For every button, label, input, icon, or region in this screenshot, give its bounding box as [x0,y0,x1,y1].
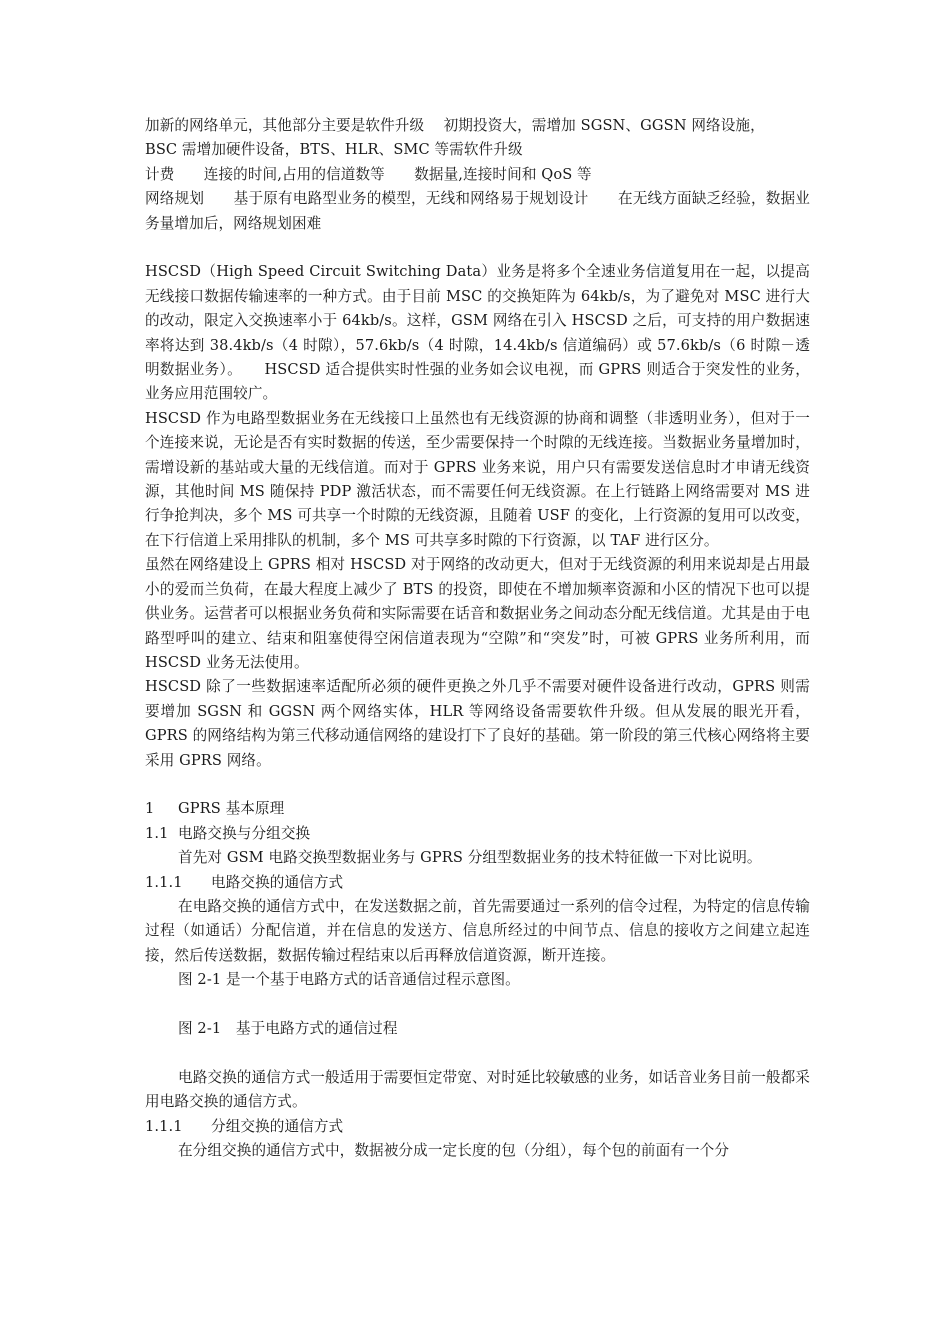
paragraph-hscsd-intro: HSCSD（High Speed Circuit Switching Data）业务是将多个全速业务信道复用在一起，以提高无线接口数据传输速率的一种方式。由于目前 MSC 的交换矩阵为 64kb/s，为了避免对 MSC 进行大的改动，限定入交换速率小于 64kb/s。这样，GSM 网络在引入 HSCSD 之后，可支持的用户数据速率将达到 38.4kb/s（4 时隙），57.6kb/s（4 时隙，14.4kb/s 信道编码）或 57.6kb/s（6 时隙－透明数据业务）。 HSCSD 适合提供实时性强的业务如会议电视，而 GPRS 则适合于突发性的业务，业务应用范围较广。 [145,263,810,403]
comparison-line-2: BSC 需增加硬件设备，BTS、HLR、SMC 等需软件升级 [145,141,523,159]
comparison-planning: 网络规划 基于原有电路型业务的模型，无线和网络易于规划设计 在无线方面缺乏经验，数据业务量增加后，网络规划困难 [145,190,810,232]
paragraph-comparison-intro: 首先对 GSM 电路交换型数据业务与 GPRS 分组型数据业务的技术特征做一下对比说明。 [178,849,762,867]
paragraph-hardware: HSCSD 除了一些数据速率适配所必须的硬件更换之外几乎不需要对硬件设备进行改动，GPRS 则需要增加 SGSN 和 GGSN 两个网络实体，HLR 等网络设备需要软件升级。但从发展的眼光开看，GPRS 的网络结构为第三代移动通信网络的建设打下了良好的基础。第一阶段的第三代核心网络将主要采用 GPRS 网络。 [145,678,810,769]
heading-section-1-1-1 [145,871,810,895]
paragraph-hscsd-vs-gprs: HSCSD 作为电路型数据业务在无线接口上虽然也有无线资源的协商和调整（非透明业务），但对于一个连接来说，无论是否有实时数据的传送，至少需要保持一个时隙的无线连接。当数据业务量增加时，需增设新的基站或大量的无线信道。而对于 GPRS 业务来说，用户只有需要发送信息时才申请无线资源，其他时间 MS 随保持 PDP 激活状态，而不需要任何无线资源。在上行链路上网络需要对 MS 进行争抢判决，多个 MS 可共享一个时隙的无线资源，且随着 USF 的变化，上行资源的复用可以改变，在下行信道上采用排队的机制，多个 MS 可共享多时隙的下行资源，以 TAF 进行区分。 [145,409,810,549]
heading-title: 分组交换的通信方式 [211,1117,344,1135]
paragraph-figure-reference: 图 2-1 是一个基于电路方式的话音通信过程示意图。 [178,971,520,989]
heading-number: 1.1 [145,824,169,842]
spacer [145,993,810,1017]
document-body [145,114,810,1163]
paragraph-circuit-use: 电路交换的通信方式一般适用于需要恒定带宽、对时延比较敏感的业务，如话音业务目前一般都采用电路交换的通信方式。 [145,1068,810,1111]
comparison-line-1: 加新的网络单元，其他部分主要是软件升级 初期投资大，需增加 SGSN、GGSN 网络设施， [145,117,765,134]
comparison-billing: 计费 连接的时间,占用的信道数等 数据量,连接时间和 QoS 等 [145,165,592,183]
heading-number: 1.1.1 [145,1117,183,1135]
heading-title: GPRS 基本原理 [178,800,285,818]
spacer [145,236,810,260]
heading-title: 电路交换与分组交换 [178,824,311,842]
spacer [145,773,810,797]
heading-number: 1.1.1 [145,873,183,891]
heading-section-1-1 [145,822,810,846]
heading-title: 电路交换的通信方式 [211,873,344,891]
paragraph-network-construction: 虽然在网络建设上 GPRS 相对 HSCSD 对于网络的改动更大，但对于无线资源的利用来说却是占用最小的爱而兰负荷，在最大程度上减少了 BTS 的投资，即使在不增加频率资源和小区的情况下也可以提供业务。运营者可以根据业务负荷和实际需要在话音和数据业务之间动态分配无线信道。尤其是由于电路型呼叫的建立、结束和阻塞使得空闲信道表现为“空隙”和“突发”时，可被 GPRS 业务所利用，而 HSCSD 业务无法使用。 [145,556,810,671]
heading-section-1 [145,797,810,821]
paragraph-packet-switching: 在分组交换的通信方式中，数据被分成一定长度的包（分组），每个包的前面有一个分 [178,1142,730,1159]
heading-number: 1 [145,800,155,818]
spacer [145,1041,810,1065]
paragraph-circuit-switching: 在电路交换的通信方式中，在发送数据之前，首先需要通过一系列的信令过程，为特定的信息传输过程（如通话）分配信道，并在信息的发送方、信息所经过的中间节点、信息的接收方之间建立起连接，然后传送数据，数据传输过程结束以后再释放信道资源，断开连接。 [145,897,810,964]
figure-caption: 图 2-1 基于电路方式的通信过程 [178,1019,398,1037]
heading-section-1-1-2 [145,1115,810,1139]
